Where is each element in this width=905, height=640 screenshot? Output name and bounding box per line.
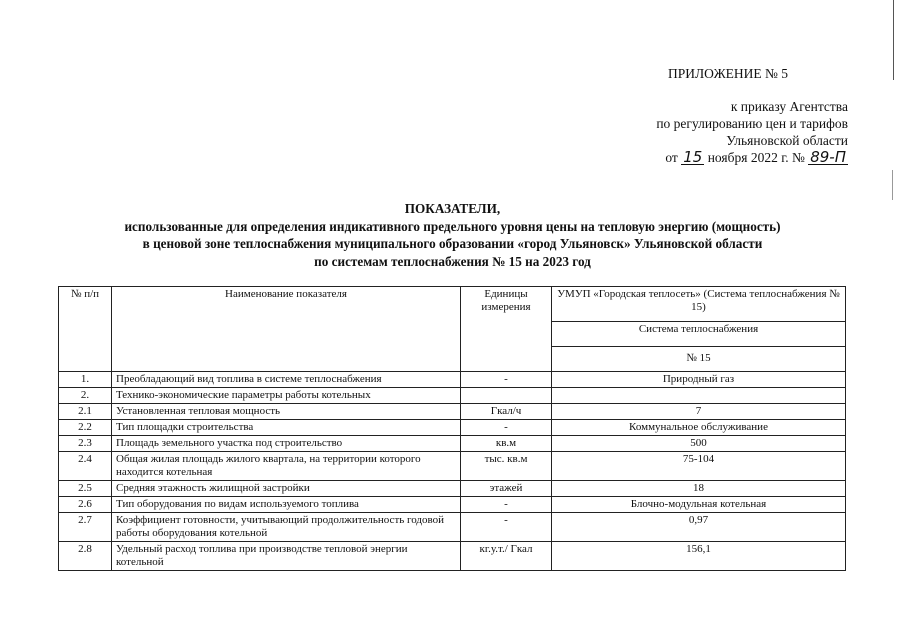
row-unit: - [461, 372, 552, 388]
row-unit: тыс. кв.м [461, 452, 552, 481]
title-line-1: ПОКАЗАТЕЛИ, [404, 201, 501, 216]
row-unit [461, 388, 552, 404]
order-line-2: по регулированию цен и тарифов [656, 116, 848, 131]
table-row [59, 436, 846, 452]
handwritten-day: 15 [683, 148, 703, 166]
table-row [59, 372, 846, 388]
header-name: Наименование показателя [112, 287, 461, 372]
row-num: 2.8 [59, 542, 112, 571]
header-system-number: № 15 [552, 346, 846, 371]
row-num: 2.6 [59, 497, 112, 513]
row-unit: - [461, 513, 552, 542]
table-header-row [59, 287, 846, 322]
row-num: 2.4 [59, 452, 112, 481]
row-name: Установленная тепловая мощность [112, 404, 461, 420]
handwritten-order-number: 89-П [810, 148, 846, 166]
row-name: Общая жилая площадь жилого квартала, на территории которого находится котельная [112, 452, 461, 481]
row-value [552, 388, 846, 404]
row-value: Природный газ [552, 372, 846, 388]
table-row [59, 513, 846, 542]
date-rest: ноября 2022 г. № [707, 150, 805, 165]
row-value: Коммунальное обслуживание [552, 420, 846, 436]
row-name: Средняя этажность жилищной застройки [112, 481, 461, 497]
header-org: УМУП «Городская теплосеть» (Система теплоснабжения № 15) [552, 287, 846, 322]
order-line-3: Ульяновской области [726, 133, 848, 148]
appendix-title: ПРИЛОЖЕНИЕ № 5 [668, 66, 789, 81]
page-edge-line [893, 0, 894, 80]
header-num: № п/п [59, 287, 112, 372]
header-unit: Единицы измерения [461, 287, 552, 372]
indicators-table [58, 286, 846, 571]
table-row [59, 481, 846, 497]
table-row [59, 420, 846, 436]
row-unit: Гкал/ч [461, 404, 552, 420]
table-row [59, 452, 846, 481]
row-num: 2.1 [59, 404, 112, 420]
row-name: Тип оборудования по видам используемого топлива [112, 497, 461, 513]
row-num: 2.7 [59, 513, 112, 542]
table-row [59, 404, 846, 420]
order-date-line [600, 149, 848, 166]
row-value: 75-104 [552, 452, 846, 481]
row-value: 156,1 [552, 542, 846, 571]
order-line-1: к приказу Агентства [730, 99, 848, 114]
row-value: 0,97 [552, 513, 846, 542]
document-title [40, 200, 865, 270]
row-num: 2. [59, 388, 112, 404]
row-name: Технико-экономические параметры работы котельных [112, 388, 461, 404]
table-row [59, 497, 846, 513]
row-num: 1. [59, 372, 112, 388]
row-unit: кв.м [461, 436, 552, 452]
row-name: Тип площадки строительства [112, 420, 461, 436]
header-system: Система теплоснабжения [552, 321, 846, 346]
row-unit: - [461, 497, 552, 513]
row-unit: этажей [461, 481, 552, 497]
row-value: 18 [552, 481, 846, 497]
row-name: Коэффициент готовности, учитывающий продолжительность годовой работы оборудования котельной [112, 513, 461, 542]
row-value: Блочно-модульная котельная [552, 497, 846, 513]
row-num: 2.2 [59, 420, 112, 436]
page-edge-line [892, 170, 893, 200]
row-value: 500 [552, 436, 846, 452]
table-row [59, 542, 846, 571]
row-name: Площадь земельного участка под строительство [112, 436, 461, 452]
row-num: 2.5 [59, 481, 112, 497]
title-line-4: по системам теплоснабжения № 15 на 2023 год [314, 253, 591, 269]
date-prefix: от [665, 150, 678, 165]
table-row [59, 388, 846, 404]
row-name: Преобладающий вид топлива в системе теплоснабжения [112, 372, 461, 388]
row-name: Удельный расход топлива при производстве тепловой энергии котельной [112, 542, 461, 571]
title-line-3: в ценовой зоне теплоснабжения муниципального образовании «город Ульяновск» Ульяновской области [142, 236, 763, 251]
row-unit: - [461, 420, 552, 436]
order-reference [600, 98, 848, 166]
row-unit: кг.у.т./ Гкал [461, 542, 552, 571]
row-value: 7 [552, 404, 846, 420]
row-num: 2.3 [59, 436, 112, 452]
title-line-2: использованные для определения индикативного предельного уровня цены на тепловую энергию (мощность) [124, 218, 781, 234]
